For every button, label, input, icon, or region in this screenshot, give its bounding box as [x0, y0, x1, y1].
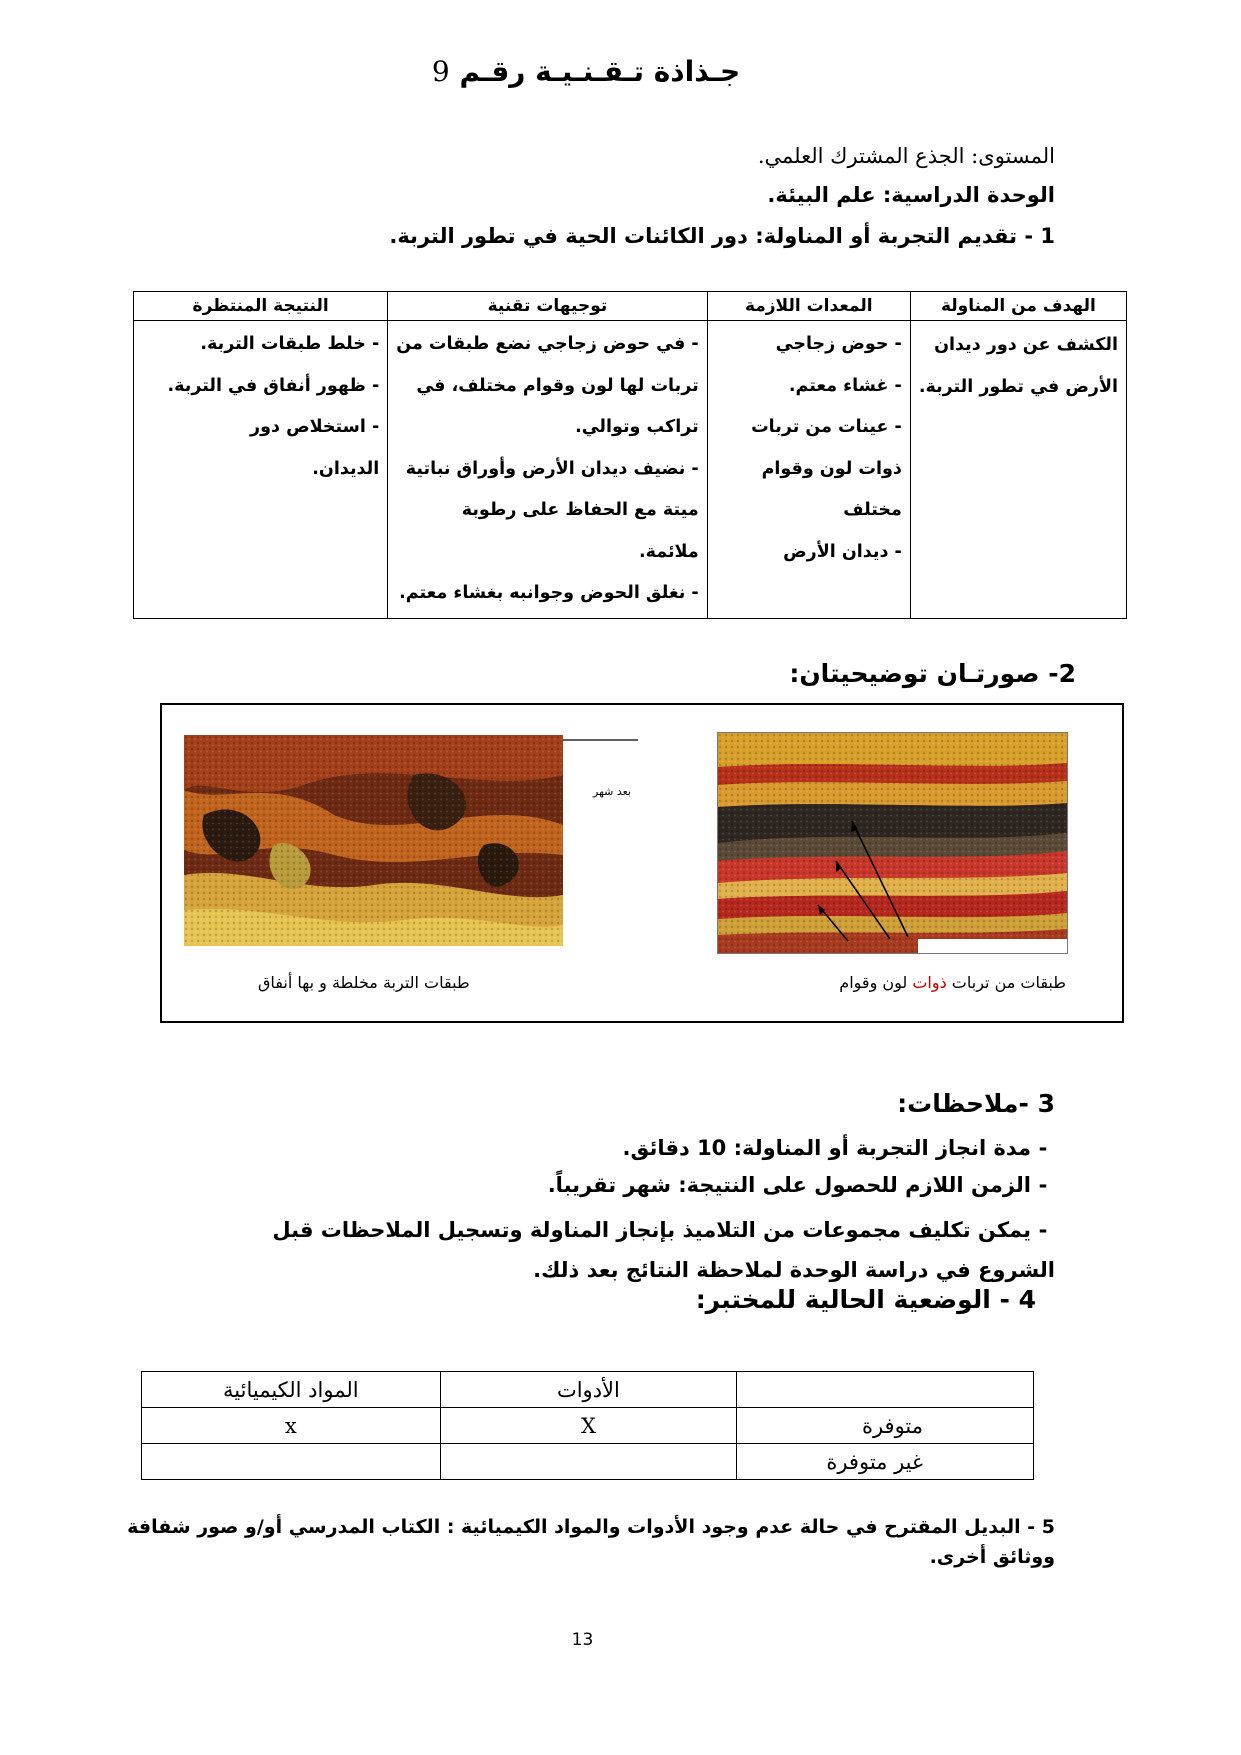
equipment-line: - غشاء معتم.: [788, 375, 902, 396]
mixed-soil-photo: [184, 735, 563, 946]
instructions-cell: [388, 321, 707, 619]
result-line: الديدان.: [312, 458, 380, 479]
equipment-cell: [707, 321, 910, 619]
instruction-line: - نغلق الحوض وجوانبه بغشاء معتم.: [399, 583, 699, 603]
caption-before-highlight: ذوات: [912, 973, 947, 992]
note-groups-text: يمكن تكليف مجموعات من التلاميذ بإنجاز المناولة وتسجيل الملاحظات قبل الشروع في دراسة الوحدة لملاحظة النتائج بعد ذلك.: [272, 1218, 1055, 1282]
caption-before: [839, 973, 1066, 992]
available-chem-mark: x: [142, 1408, 441, 1444]
note-duration: [623, 1136, 1055, 1160]
note-duration-text: مدة انجاز التجربة أو المناولة: 10 دقائق.: [622, 1136, 1031, 1160]
lab-header-chemicals: المواد الكيميائية: [142, 1372, 441, 1408]
instruction-line: - نضيف ديدان الأرض وأوراق نباتية: [405, 458, 699, 479]
page-number: 13: [571, 1630, 594, 1650]
instruction-line: ملائمة.: [638, 541, 699, 562]
section2-heading: 2- صورتـان توضيحيتان:: [789, 659, 1076, 688]
figure-box: [160, 703, 1124, 1023]
experiment-line: 1 - تقديم التجربة أو المناولة: دور الكائنات الحية في تطور التربة.: [389, 224, 1055, 248]
goal-line: الكشف عن دور ديدان: [934, 335, 1118, 355]
result-cell: [134, 321, 388, 619]
available-label: متوفرة: [737, 1408, 1034, 1444]
result-line: - خلط طبقات التربة.: [200, 334, 380, 354]
instruction-line: تراكب وتوالي.: [575, 417, 699, 437]
page-title: [0, 55, 1172, 88]
lab-header-empty: [737, 1372, 1034, 1408]
instruction-line: ميتة مع الحفاظ على رطوبة: [461, 500, 699, 520]
section4-heading: 4 - الوضعية الحالية للمختبر:: [695, 1285, 1036, 1314]
header-instructions: توجيهات تقنية: [388, 292, 707, 321]
note-time: [548, 1173, 1055, 1197]
section5-text: 5 - البديل المقترح في حالة عدم وجود الأدوات والمواد الكيميائية : الكتاب المدرسي أو/و صور شفافة ووثائق أخرى.: [127, 1516, 1055, 1568]
equipment-line: مختلف: [843, 500, 902, 520]
equipment-line: - ديدان الأرض: [783, 541, 902, 562]
header-result: النتيجة المنتظرة: [134, 292, 388, 321]
goal-cell: [910, 321, 1126, 619]
lab-header-tools: الأدوات: [440, 1372, 737, 1408]
equipment-line: - عينات من تربات: [751, 417, 902, 437]
caption-before-text: طبقات من تربات: [946, 973, 1066, 992]
lab-status-table: [141, 1371, 1034, 1480]
unavailable-tools-mark: [440, 1444, 737, 1480]
equipment-line: - حوض زجاجي: [775, 334, 902, 354]
header-goal: الهدف من المناولة: [910, 292, 1126, 321]
header-equipment: المعدات اللازمة: [707, 292, 910, 321]
bullet: -: [1038, 1218, 1048, 1242]
instruction-line: تربات لها لون وقوام مختلف، في: [416, 375, 699, 396]
goal-line: الأرض في تطور التربة.: [918, 377, 1118, 397]
section3-heading: 3 -ملاحظات:: [897, 1089, 1055, 1118]
experiment-table: [133, 291, 1127, 619]
result-line: - ظهور أنفاق في التربة.: [167, 375, 380, 396]
level-line: المستوى: الجذع المشترك العلمي.: [757, 144, 1055, 168]
caption-after: طبقات التربة مخلطة و بها أنفاق: [258, 973, 470, 992]
caption-before-end: لون وقوام: [839, 973, 913, 992]
instruction-line: - في حوض زجاجي نضع طبقات من: [396, 334, 699, 354]
note-groups: [190, 1210, 1055, 1290]
arrow-label: بعد شهر: [593, 785, 631, 798]
result-line: - استخلاص دور: [250, 417, 380, 437]
unavailable-chem-mark: [142, 1444, 441, 1480]
note-time-text: الزمن اللازم للحصول على النتيجة: شهر تقريباً.: [547, 1173, 1031, 1197]
title-number: 9: [431, 55, 450, 88]
available-tools-mark: X: [440, 1408, 737, 1444]
bullet: -: [1038, 1136, 1048, 1160]
equipment-line: ذوات لون وقوام: [761, 458, 902, 479]
soil-layers-photo: [717, 732, 1068, 954]
title-text: جـذاذة تـقـنـيـة رقـم: [459, 55, 741, 88]
unit-line: الوحدة الدراسية: علم البيئة.: [767, 183, 1055, 207]
bullet: -: [1038, 1173, 1048, 1197]
unavailable-label: غير متوفرة: [737, 1444, 1034, 1480]
